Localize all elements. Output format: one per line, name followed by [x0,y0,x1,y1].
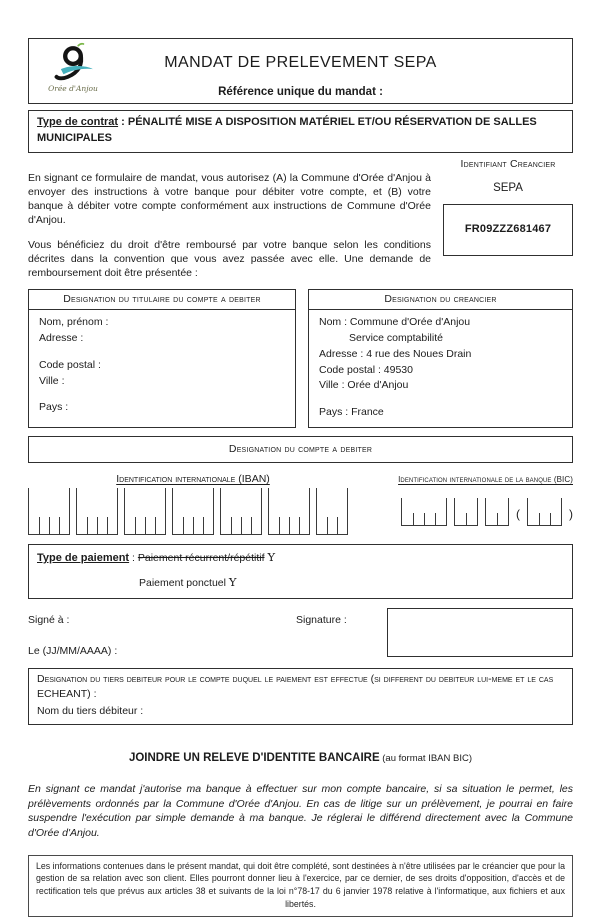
iban-label: Identification internationale (IBAN) [116,472,270,485]
creditor-designation-box [308,289,573,428]
recurrent-checkbox-glyph: Y [267,550,276,565]
iban-group-5 [220,488,262,535]
debtor-name-field: Nom, prénom : [39,316,109,329]
legal-notice-box [28,855,573,917]
signature-left-block [28,608,296,657]
signature-date-label: Le (JJ/MM/AAAA) : [28,644,118,657]
creditor-identifier-value: FR09ZZZ681467 [464,223,552,236]
third-party-heading: Designation du tiers debiteur pour le compte duquel le paiement est effectue (si different du debiteur lui-meme et le cas ECHEANT) : [37,672,554,701]
creditor-identifier-heading: Identifiant Creancier [460,157,556,170]
recurrent-payment-option: Paiement récurrent/répétitif [137,552,265,565]
iban-comb-field [28,488,348,535]
bic-group-3 [485,498,509,526]
debtor-address-field: Adresse : [39,332,84,344]
bic-label: Identification internationale de la banque (BIC) [398,475,573,485]
account-labels-row [28,472,573,486]
debtor-country-field: Pays : [39,401,69,414]
bic-paren-close: ) [569,507,573,522]
signature-label: Signature : [296,614,347,627]
payment-type-label: Type de paiement [37,552,130,565]
payment-line-recurrent [37,550,564,566]
oree-anjou-logo [37,42,109,94]
creditor-postcode-line: Code postal : 49530 [319,363,413,376]
creditor-name-line: Nom : Commune d'Orée d'Anjou [319,316,471,329]
account-section-heading: Designation du compte a debiter [28,436,573,463]
bic-comb-field [401,498,573,526]
debtor-box-heading: Designation du titulaire du compte a debiter [29,290,295,310]
payment-type-box [28,544,573,599]
third-party-debtor-box [28,668,573,726]
creditor-details [309,310,572,427]
creditor-box-heading: Designation du creancier [309,290,572,310]
attach-rib-heading [28,751,573,767]
bic-group-2 [454,498,478,526]
iban-group-7 [316,488,348,535]
creditor-identifier-block [443,157,573,280]
contract-type-value: PÉNALITÉ MISE A DISPOSITION MATÉRIEL ET/OU RÉSERVATION DE SALLES MUNICIPALES [37,116,537,144]
signature-section [28,608,573,657]
signed-at-label: Signé à : [28,614,70,627]
attach-rib-title: JOINDRE UN RELEVE D'IDENTITE BANCAIRE [128,752,380,765]
refund-paragraph: Vous bénéficiez du droit d'être remboursé par votre banque selon les conditions décrites dans la convention que vous avez passée avec elle. Une demande de remboursement doit être présentée : [28,238,431,279]
creditor-address-line: Adresse : 4 rue des Noues Drain [319,347,472,360]
consent-paragraph: En signant ce mandat j'autorise ma banque à effectuer sur mon compte bancaire, si sa situation le permet, les prélèvements ordonnés par la Commune d'Orée d'Anjou. En cas de litige sur un prélèvement, je pourrai en faire suspendre l'exécution par simple demande à ma banque. Je réglerai le différend directement avec la Commune d'Orée d'Anjou. [28,782,573,840]
creditor-service-line: Service comptabilité [349,332,443,344]
iban-group-2 [76,488,118,535]
debtor-designation-box [28,289,296,428]
iban-group-3 [124,488,166,535]
bic-group-4-optional [527,498,562,526]
legal-notice-text: Les informations contenues dans le présent mandat, qui doit être complété, sont destinées à n'être utilisées par le créancier que pour la gestion de sa relation avec son client. Elles pourront donner lieu à l'exercice, par ce dernier, de ses droits d'opposition, d'accès et de rectification tels que prévus aux articles 38 et suivants de la loi n°78-17 du 6 janvier 1978 relative à l'informatique, aux fichiers et aux libertés. [36,860,565,909]
logo-caption: Orée d'Anjou [48,84,98,94]
document-title: MANDAT DE PRELEVEMENT SEPA [164,54,437,71]
iban-group-1 [28,488,70,535]
contract-type-label: Type de contrat [37,116,119,128]
debtor-fields [29,310,295,422]
mandate-reference-label: Référence unique du mandat : [218,85,383,98]
payment-colon: : [129,552,138,565]
attach-rib-format-note: (au format IBAN BIC) [379,753,473,765]
intro-section [28,157,573,280]
contract-type-colon: : [118,116,128,128]
debtor-city-field: Ville : [39,374,65,387]
designation-section [28,289,573,428]
bic-group-1 [401,498,447,526]
sepa-scheme-label: SEPA [493,182,523,195]
iban-group-4 [172,488,214,535]
bic-paren-open: ( [516,507,520,522]
authorization-paragraph: En signant ce formulaire de mandat, vous autorisez (A) la Commune d'Orée d'Anjou à envoyer des instructions à votre banque pour débiter votre compte, et (B) votre banque à débiter votre compte conformément aux instructions de Commune d'Orée d'Anjou. [28,171,431,227]
punctual-payment-option: Paiement ponctuel [139,576,226,589]
creditor-country-line: Pays : France [319,406,384,418]
iban-group-6 [268,488,310,535]
contract-type-box [28,110,573,153]
payment-line-punctual [37,575,564,591]
signature-area-box [387,608,573,657]
punctual-checkbox-glyph: Y [228,574,237,589]
creditor-city-line: Ville : Orée d'Anjou [319,379,409,392]
header-box [28,38,573,104]
creditor-identifier-value-box [443,204,573,256]
third-party-name-label: Nom du tiers débiteur : [37,705,144,718]
mandate-authorization-text [28,157,431,280]
account-number-combs [28,488,573,535]
debtor-postcode-field: Code postal : [39,358,101,371]
